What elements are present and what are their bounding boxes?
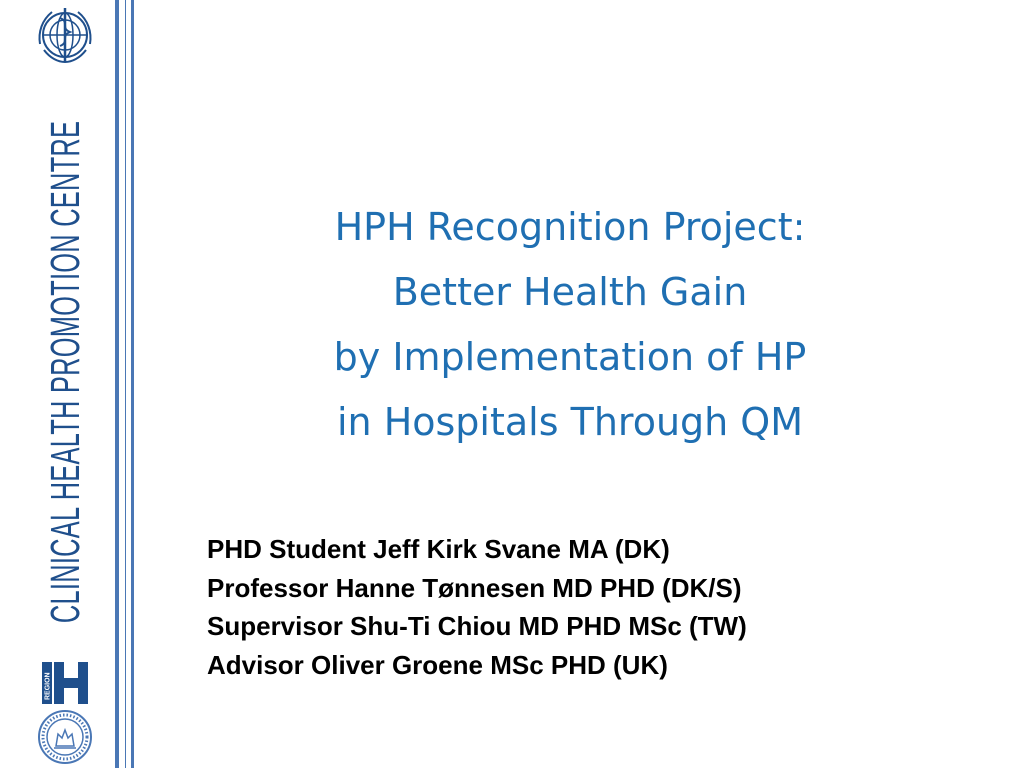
region-logo-text: REGION: [44, 672, 52, 700]
slide-title: [160, 195, 980, 455]
author-list: [207, 530, 1007, 684]
sidebar-rule-thin-1: [125, 0, 126, 768]
title-line-2: Better Health Gain: [392, 270, 748, 314]
sidebar-rule-thick: [115, 0, 119, 768]
org-name-text: CLINICAL HEALTH PROMOTION CENTRE: [41, 120, 88, 624]
city-seal-icon: [36, 708, 94, 766]
author-line-1: PHD Student Jeff Kirk Svane MA (DK): [207, 534, 670, 564]
who-emblem-icon: [34, 4, 96, 66]
author-line-4: Advisor Oliver Groene MSc PHD (UK): [207, 649, 668, 680]
title-line-3: by Implementation of HP: [333, 335, 807, 379]
region-logo-icon: [40, 660, 92, 706]
title-line-1: HPH Recognition Project:: [334, 205, 806, 249]
sidebar: [0, 0, 136, 768]
sidebar-rule-thin-2: [131, 0, 134, 768]
author-line-3: Supervisor Shu-Ti Chiou MD PHD MSc (TW): [207, 611, 747, 641]
author-line-2: Professor Hanne Tønnesen MD PHD (DK/S): [207, 572, 742, 603]
title-line-4: in Hospitals Through QM: [336, 400, 804, 444]
org-name-vertical: [40, 62, 90, 682]
